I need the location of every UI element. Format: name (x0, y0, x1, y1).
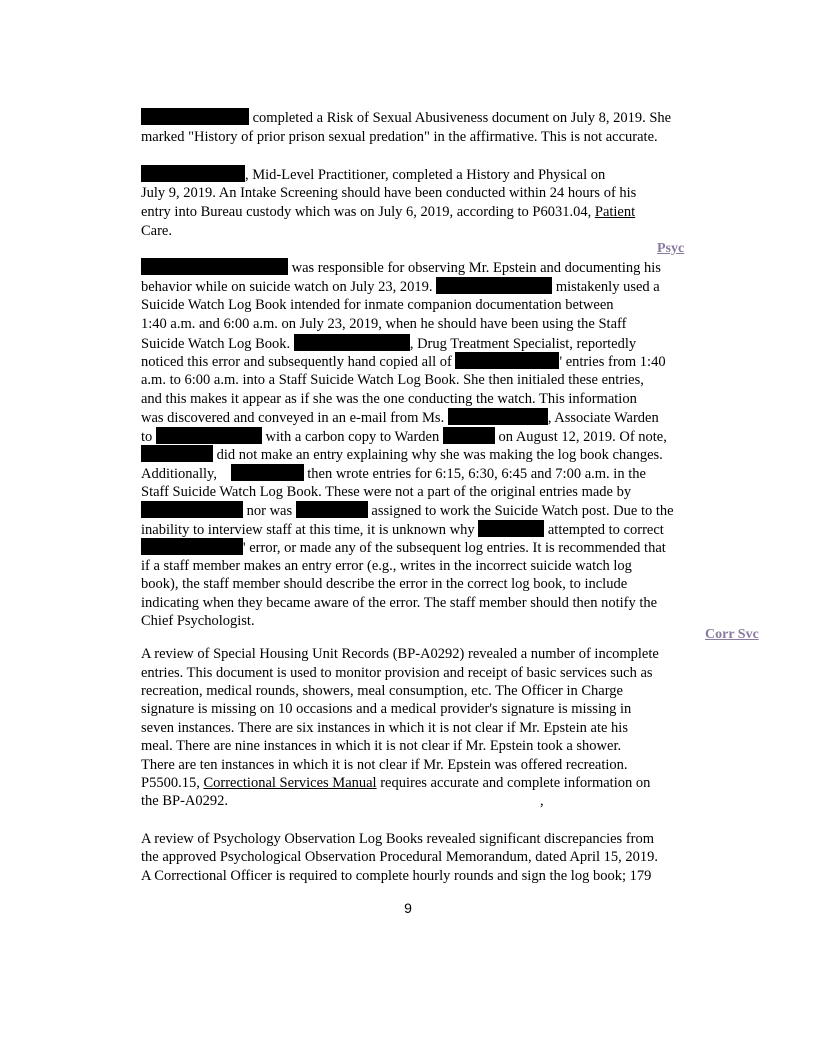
redaction-block (141, 258, 288, 275)
redaction-block (296, 501, 368, 518)
p5-line-3: A Correctional Officer is required to complete hourly rounds and sign the log book; 179 (141, 868, 652, 884)
p3-line-2: behavior while on suicide watch on July 23, 2019. mistakenly used a (141, 279, 660, 295)
p3-line-5: Suicide Watch Log Book. , Drug Treatment Specialist, reportedly (141, 336, 637, 352)
p2-line-3: entry into Bureau custody which was on July 6, 2019, according to P6031.04, Patient (141, 204, 636, 220)
p3-line-1: was responsible for observing Mr. Epstein and documenting his (141, 258, 661, 277)
redaction-block (141, 501, 243, 518)
p3-line-3: Suicide Watch Log Book intended for inmate companion documentation between (141, 297, 614, 313)
p3-line-16: ' error, or made any of the subsequent log entries. It is recommended that (141, 538, 666, 557)
p3-line-9: was discovered and conveyed in an e-mail from Ms. , Associate Warden (141, 410, 659, 426)
p3-line-14: nor was assigned to work the Suicide Watch post. Due to the (141, 501, 674, 520)
p4-line-4: signature is missing on 10 occasions and a medical provider's signature is missing in (141, 701, 632, 717)
stray-comma: , (540, 793, 544, 809)
p3-line-20: Chief Psychologist. (141, 613, 255, 629)
p5-line-1: A review of Psychology Observation Log Books revealed significant discrepancies from (141, 831, 655, 847)
p5-line-2: the approved Psychological Observation Procedural Memorandum, dated April 15, 2019. (141, 849, 659, 865)
p3-line-7: a.m. to 6:00 a.m. into a Staff Suicide Watch Log Book. She then initialed these entries, (141, 372, 644, 388)
p4-line-2: entries. This document is used to monitor provision and receipt of basic services such as (141, 665, 653, 681)
redaction-block (443, 427, 495, 444)
p2-line-2: July 9, 2019. An Intake Screening should have been conducted within 24 hours of his (141, 185, 637, 201)
margin-note-psyc: Psyc (657, 241, 685, 256)
p3-line-6: noticed this error and subsequently hand copied all of ' entries from 1:40 (141, 354, 666, 370)
p3-line-11: did not make an entry explaining why she was making the log book changes. (141, 445, 663, 464)
redaction-block (141, 165, 245, 182)
p2-line-4: Care. (141, 223, 172, 239)
p3-line-15: inability to interview staff at this time, it is unknown why attempted to correct (141, 522, 664, 538)
policy-link-patient-care: Patient (594, 204, 636, 220)
p4-line-5: seven instances. There are six instances in which it is not clear if Mr. Epstein ate his (141, 720, 628, 736)
p3-line-18: book), the staff member should describe the error in the correct log book, to include (141, 576, 628, 592)
redaction-block (455, 352, 559, 369)
p4-line-7: There are ten instances in which it is not clear if Mr. Epstein was offered recreation. (141, 757, 628, 773)
redaction-block (141, 445, 213, 462)
redaction-block (141, 108, 249, 125)
p3-line-17: if a staff member makes an entry error (e.g., writes in the incorrect suicide watch log (141, 558, 632, 574)
p3-line-19: indicating when they became aware of the error. The staff member should then notify the (141, 595, 658, 611)
redaction-block (448, 408, 548, 425)
redaction-block (156, 427, 262, 444)
p4-line-1: A review of Special Housing Unit Records (BP-A0292) revealed a number of incomplete (141, 646, 659, 662)
p3-line-4: 1:40 a.m. and 6:00 a.m. on July 23, 2019, when he should have been using the Staff (141, 316, 627, 332)
redaction-block (436, 277, 552, 294)
policy-link-correctional-services-manual: Correctional Services Manual (203, 775, 377, 791)
redaction-block (294, 334, 410, 351)
redaction-block (141, 538, 243, 555)
p4-line-6: meal. There are nine instances in which it is not clear if Mr. Epstein took a shower. (141, 738, 622, 754)
p4-line-9: the BP-A0292. (141, 793, 228, 809)
p1-line-2: marked "History of prior prison sexual predation" in the affirmative. This is not accurate. (141, 129, 658, 145)
p4-line-8: P5500.15, Correctional Services Manual requires accurate and complete information on (141, 775, 651, 791)
p1-line-1: completed a Risk of Sexual Abusiveness document on July 8, 2019. She (141, 108, 671, 127)
margin-note-corr-svc: Corr Svc (705, 627, 759, 642)
p3-line-13: Staff Suicide Watch Log Book. These were not a part of the original entries made by (141, 484, 632, 500)
p3-line-10: to with a carbon copy to Warden on August 12, 2019. Of note, (141, 429, 667, 445)
p4-line-3: recreation, medical rounds, showers, meal consumption, etc. The Officer in Charge (141, 683, 623, 699)
redaction-block (478, 520, 544, 537)
p3-line-8: and this makes it appear as if she was the one conducting the watch. This information (141, 391, 637, 407)
p3-line-12: Additionally, then wrote entries for 6:15, 6:30, 6:45 and 7:00 a.m. in the (141, 466, 646, 482)
page-number: 9 (404, 900, 412, 916)
redaction-block (231, 464, 304, 481)
p2-line-1: , Mid-Level Practitioner, completed a History and Physical on (141, 165, 605, 184)
